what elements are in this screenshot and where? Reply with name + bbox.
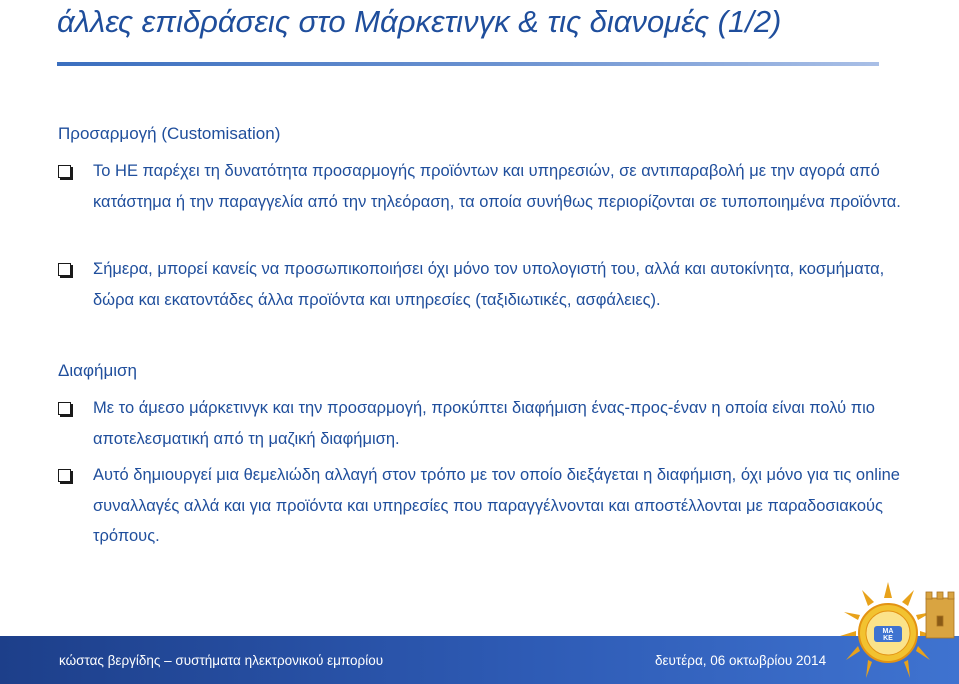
bullet-text: Αυτό δημιουργεί μια θεμελιώδη αλλαγή στον τρόπο με τον οποίο διεξάγεται η διαφήμιση, όχι μόνο για τις online συναλλαγές αλλά και για προϊόντα και υπηρεσίες που παραγγέλνονται και αποστέλλονται με παραδοσιακούς τρόπους. (93, 466, 900, 545)
bullet-customisation-1 (58, 160, 918, 217)
bullet-customisation-2 (58, 258, 918, 315)
bullet-text: Σήμερα, μπορεί κανείς να προσωπικοποιήσει όχι μόνο τον υπολογιστή του, αλλά και αυτοκίνητα, κοσμήματα, δώρα και εκατοντάδες άλλα προϊόντα και υπηρεσίες (ταξιδιωτικές, ασφάλειες). (93, 260, 885, 309)
checkbox-bullet-icon (58, 402, 71, 415)
castle-tower (926, 592, 954, 638)
footer-author: κώστας βεργίδης – συστήματα ηλεκτρονικού εμπορίου (59, 653, 384, 668)
title-underline (57, 62, 879, 66)
bullet-text: Με το άμεσο μάρκετινγκ και την προσαρμογή, προκύπτει διαφήμιση ένας-προς-έναν η οποία είναι πολύ πιο αποτελεσματική από τη μαζική διαφήμιση. (93, 399, 875, 448)
section-heading-customisation: Προσαρμογή (Customisation) (58, 124, 281, 143)
checkbox-bullet-icon (58, 469, 71, 482)
bullet-advertising-1 (58, 397, 918, 454)
checkbox-bullet-icon (58, 263, 71, 276)
university-logo-icon (838, 578, 959, 684)
section-heading-advertising: Διαφήμιση (58, 361, 137, 380)
bullet-text: Το ΗΕ παρέχει τη δυνατότητα προσαρμογής προϊόντων και υπηρεσιών, σε αντιπαραβολή με την αγορά από κατάστημα ή την παραγγελία από την τηλεόραση, τα οποία συνήθως περιορίζονται σε τυποποιημένα προϊόντα. (93, 162, 901, 211)
slide-title: άλλες επιδράσεις στο Μάρκετινγκ & τις διανομές (1/2) (57, 4, 782, 39)
bullet-advertising-2 (58, 464, 918, 552)
logo-text-bottom: ΚΕ (883, 635, 893, 642)
logo-text-top: ΜΑ (882, 628, 894, 635)
footer-date: δευτέρα, 06 οκτωβρίου 2014 (655, 653, 827, 668)
checkbox-bullet-icon (58, 165, 71, 178)
